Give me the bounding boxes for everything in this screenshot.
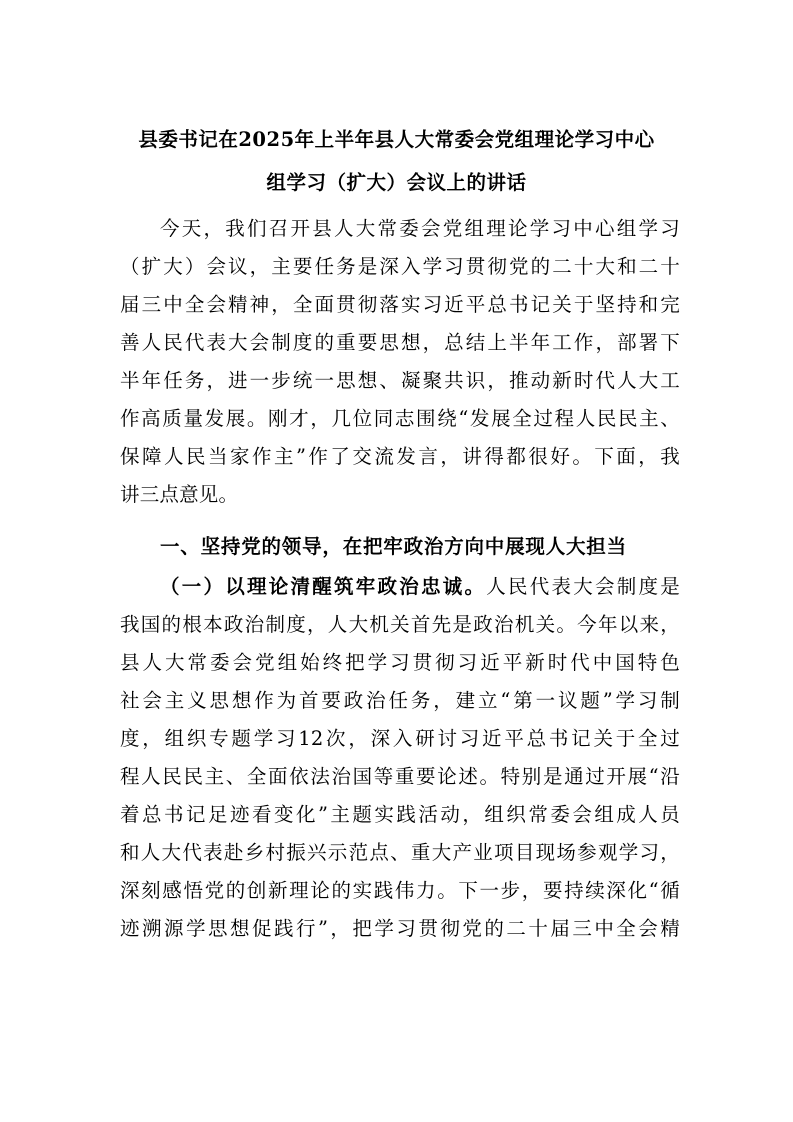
paragraph-line-text: 人民代表大会制度是 [486,575,680,598]
paragraph-line: 和人大代表赴乡村振兴示范点、重大产业项目现场参观学习， [120,841,680,864]
paragraph-line: 度，组织专题学习12次，深入研讨习近平总书记关于全过 [120,727,680,750]
document-body [120,210,680,948]
paragraph-line: 社会主义思想作为首要政治任务，建立“第一议题”学习制 [120,689,680,712]
section-heading: 一、坚持党的领导，在把牢政治方向中展现人大担当 [160,535,627,558]
document-title [100,118,693,204]
paragraph-line: 半年任务，进一步统一思想、凝聚共识，推动新时代人大工 [120,369,680,392]
title-line-2: 组学习（扩大）会议上的讲话 [266,171,527,194]
intro-paragraph [120,210,680,514]
paragraph-line: 届三中全会精神，全面贯彻落实习近平总书记关于坚持和完 [120,293,680,316]
sub-heading: （一）以理论清醒筑牢政治忠诚。 [160,575,487,598]
paragraph-line: 善人民代表大会制度的重要思想，总结上半年工作，部署下 [120,331,680,354]
paragraph-line: 程人民民主、全面依法治国等重要论述。特别是通过开展“沿 [120,765,680,788]
paragraph-line: 讲三点意见。 [120,483,239,506]
paragraph-line: 着总书记足迹看变化”主题实践活动，组织常委会组成人员 [120,803,680,826]
paragraph-line: 作高质量发展。刚才，几位同志围绕“发展全过程人民民主、 [120,407,680,430]
paragraph-line: 迹溯源学思想促践行”，把学习贯彻党的二十届三中全会精 [120,917,680,940]
paragraph-line: 我国的根本政治制度，人大机关首先是政治机关。今年以来， [120,613,680,636]
paragraph-line: （扩大）会议，主要任务是深入学习贯彻党的二十大和二十 [120,255,680,278]
paragraph-line: 保障人民当家作主”作了交流发言，讲得都很好。下面，我 [120,445,680,468]
paragraph-line [120,568,680,606]
section-paragraph [120,568,680,948]
paragraph-line: 深刻感悟党的创新理论的实践伟力。下一步，要持续深化“循 [120,879,680,902]
paragraph-line: 县人大常委会党组始终把学习贯彻习近平新时代中国特色 [120,651,680,674]
title-line-1: 县委书记在2025年上半年县人大常委会党组理论学习中心 [138,128,655,151]
paragraph-line: 今天，我们召开县人大常委会党组理论学习中心组学习 [160,217,680,240]
